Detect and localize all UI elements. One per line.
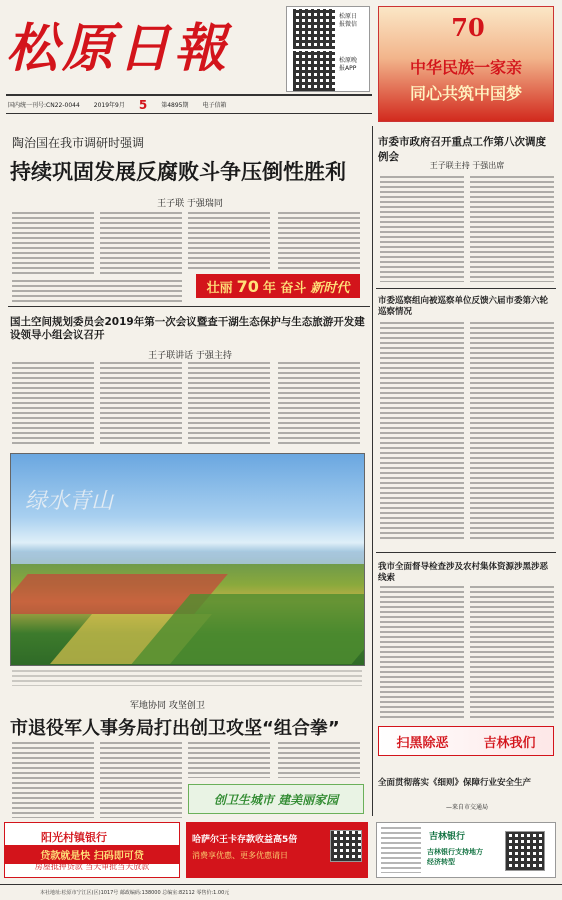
story2-headline[interactable]: 国土空间规划委员会2019年第一次会议暨查干湖生态保护与生态旅游开发建设领导小组会议召开 — [10, 316, 365, 341]
jilin-bank-name: 吉林银行 — [429, 832, 466, 842]
right3-body-text — [470, 586, 554, 718]
photo-water — [11, 552, 364, 564]
card-ad-line: 哈萨尔王卡存款收益高5倍 — [192, 835, 298, 845]
bank-ad[interactable] — [4, 822, 180, 878]
divider — [8, 306, 370, 307]
lead-kicker: 陶治国在我市调研时强调 — [12, 136, 145, 150]
top-banner-ad[interactable] — [378, 6, 554, 122]
issue-info: 国内统一刊号:CN22-0044 — [8, 102, 80, 109]
footer — [0, 884, 562, 900]
lead-body-text — [12, 212, 94, 274]
divider — [376, 552, 556, 553]
qr-code-icon[interactable] — [505, 831, 545, 871]
ad-text — [381, 827, 421, 873]
lead-body-text — [100, 212, 182, 274]
newspaper-title: 松原日報 — [6, 18, 231, 79]
right1-headline[interactable]: 市委市政府召开重点工作第八次调度例会 — [378, 136, 546, 163]
date-day: 5 — [138, 97, 148, 112]
dateline — [6, 94, 372, 114]
qr-code-icon[interactable] — [330, 830, 362, 862]
story3-body-text — [12, 742, 94, 818]
card-ad-line: 消费享优惠、更多优惠请日 — [192, 851, 288, 860]
story2-byline: 王子联讲话 于强主持 — [148, 351, 232, 361]
story2-body-text — [100, 362, 182, 446]
story2-body-text — [278, 362, 360, 446]
anniversary-badge — [196, 274, 360, 298]
banner-line: 中华民族一家亲 — [409, 58, 522, 77]
badge-text: 壮丽 — [206, 280, 233, 296]
right2-body-text — [380, 322, 464, 542]
story3-kicker: 军地协同 攻坚创卫 — [130, 701, 205, 711]
right2-body-text — [470, 322, 554, 542]
civic-banner-text: 创卫生城市 建美丽家园 — [213, 792, 339, 807]
lead-headline[interactable]: 持续巩固发展反腐败斗争压倒性胜利 — [10, 160, 346, 184]
divider — [376, 288, 556, 289]
right-banner-text: 吉林我们 — [483, 735, 536, 751]
story2-body-text — [12, 362, 94, 446]
right3-body-text — [380, 586, 464, 718]
lead-body-text — [188, 212, 270, 270]
right1-body-text — [380, 176, 464, 282]
card-ad[interactable] — [186, 822, 368, 878]
qr-label: 松原日报微信 — [339, 13, 358, 28]
date-label: 2019年9月 — [93, 102, 125, 109]
jilin-bank-slogan: 吉林银行支持地方经济转型 — [427, 848, 483, 866]
contact-info: 电子信箱 — [202, 102, 227, 109]
bank-ad-line: 房屋抵押贷款 当天审批当天放款 — [34, 862, 150, 871]
footer-text: 本社地址:松原市宁江区(区)1017号 邮政编码:138000 总编室:82112 零售价:1.00元 — [40, 890, 230, 896]
landscape-photo[interactable] — [10, 453, 365, 666]
banner-line: 同心共筑中国梦 — [409, 84, 522, 103]
right1-byline: 王子联主持 于强出席 — [429, 161, 505, 170]
right4-headline[interactable]: 全面贯彻落实《细则》保障行业安全生产 — [378, 778, 532, 788]
right-banner-text: 扫黑除恶 — [396, 735, 449, 751]
badge-text: 新时代 — [310, 280, 350, 296]
lead-body-text — [278, 212, 360, 270]
qr-code-icon[interactable] — [293, 51, 335, 91]
photo-calligraphy: 绿水青山 — [25, 489, 114, 514]
right4-byline: —来自市交通局 — [445, 804, 488, 811]
right-banner[interactable] — [378, 726, 554, 756]
civic-banner — [188, 784, 364, 814]
publisher-info: 第4895期 — [161, 102, 189, 109]
qr-code-icon[interactable] — [293, 9, 335, 49]
bank-name: 阳光村镇银行 — [41, 831, 107, 844]
story2-body-text — [188, 362, 270, 446]
bank-ad-line: 贷款就是快 扫码即可贷 — [5, 845, 179, 864]
right2-headline[interactable]: 市委巡察组向被巡察单位反馈六届市委第六轮巡察情况 — [378, 296, 549, 317]
badge-text: 年 奋斗 — [262, 280, 307, 296]
lead-body-text — [12, 280, 182, 302]
badge-number: 70 — [236, 276, 259, 296]
masthead — [6, 6, 278, 92]
story3-headline[interactable]: 市退役军人事务局打出创卫攻坚“组合拳” — [10, 718, 340, 739]
lead-byline: 王子联 于强瑞同 — [157, 199, 223, 209]
story3-body-text — [188, 742, 270, 778]
qr-label: 松原晚报APP — [339, 57, 358, 72]
photo-caption-text — [12, 670, 362, 686]
jilin-bank-ad[interactable] — [376, 822, 556, 878]
story3-body-text — [278, 742, 360, 778]
right3-headline[interactable]: 我市全面督导检查涉及农村集体资源涉黑涉恶线索 — [378, 562, 549, 583]
anniversary-logo: 70 — [451, 13, 485, 42]
story3-body-text — [100, 742, 182, 818]
column-divider — [372, 126, 373, 816]
right1-body-text — [470, 176, 554, 282]
qr-block — [286, 6, 370, 92]
